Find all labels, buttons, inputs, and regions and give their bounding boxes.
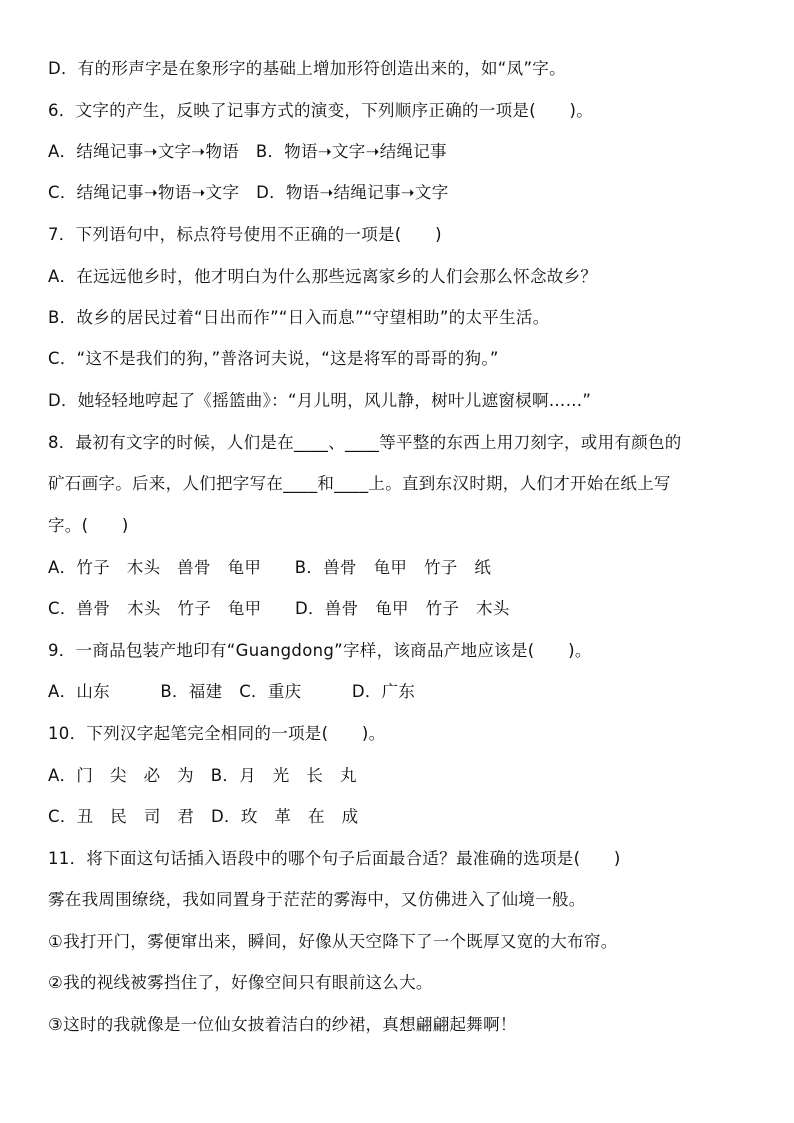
question-9-line: 9．一商品包装产地印有“Guangdong”字样，该商品产地应该是( )。 bbox=[48, 641, 592, 660]
question-8-line-3: 字。( ) bbox=[48, 516, 129, 535]
question-6-line: 6．文字的产生，反映了记事方式的演变，下列顺序正确的一项是( )。 bbox=[48, 101, 594, 120]
options-9-line: A．山东 B．福建 C．重庆 D．广东 bbox=[48, 682, 416, 701]
option-7a-line: A．在远远他乡时，他才明白为什么那些远离家乡的人们会那么怀念故乡？ bbox=[48, 267, 598, 286]
passage-sentence-2: ②我的视线被雾挡住了，好像空间只有眼前这么大。 bbox=[48, 973, 433, 992]
options-8ab-line: A．竹子 木头 兽骨 龟甲 B．兽骨 龟甲 竹子 纸 bbox=[48, 558, 492, 577]
question-11-line: 11．将下面这句话插入语段中的哪个句子后面最合适？最准确的选项是( ) bbox=[48, 849, 621, 868]
question-7-line: 7．下列语句中，标点符号使用不正确的一项是( ) bbox=[48, 225, 442, 244]
passage-sentence-3: ③这时的我就像是一位仙女披着洁白的纱裙，真想翩翩起舞啊！ bbox=[48, 1015, 517, 1034]
question-10-line: 10．下列汉字起笔完全相同的一项是( )。 bbox=[48, 724, 386, 743]
option-7d-line: D．她轻轻地哼起了《摇篮曲》：“月儿明，风儿静，树叶儿遮窗棂啊……” bbox=[48, 391, 592, 410]
question-8-line-2: 矿石画字。后来，人们把字写在____和____上。直到东汉时期，人们才开始在纸上写 bbox=[48, 474, 671, 493]
options-10ab-line: A．门 尖 必 为 B．月 光 长 丸 bbox=[48, 766, 357, 785]
options-8cd-line: C．兽骨 木头 竹子 龟甲 D．兽骨 龟甲 竹子 木头 bbox=[48, 599, 510, 618]
question-11-sentence: 雾在我周围缭绕，我如同置身于茫茫的雾海中，又仿佛进入了仙境一般。 bbox=[48, 890, 586, 909]
option-7b-line: B．故乡的居民过着“日出而作”“日入而息”“守望相助”的太平生活。 bbox=[48, 308, 550, 327]
options-10cd-line: C．丑 民 司 君 D．玫 革 在 成 bbox=[48, 807, 359, 826]
option-7c-line: C．“这不是我们的狗，”普洛诃夫说，“这是将军的哥哥的狗。” bbox=[48, 349, 499, 368]
option-5d-line: D．有的形声字是在象形字的基础上增加形符创造出来的，如“凤”字。 bbox=[48, 59, 566, 78]
options-6ab-line: A．结绳记事➝文字➝物语 B．物语➝文字➝结绳记事 bbox=[48, 142, 447, 161]
passage-sentence-1: ①我打开门，雾便窜出来，瞬间，好像从天空降下了一个既厚又宽的大布帘。 bbox=[48, 932, 618, 951]
options-6cd-line: C．结绳记事➝物语➝文字 D．物语➝结绳记事➝文字 bbox=[48, 183, 449, 202]
question-8-line-1: 8．最初有文字的时候，人们是在____、____等平整的东西上用刀刻字，或用有颜色的 bbox=[48, 433, 682, 452]
